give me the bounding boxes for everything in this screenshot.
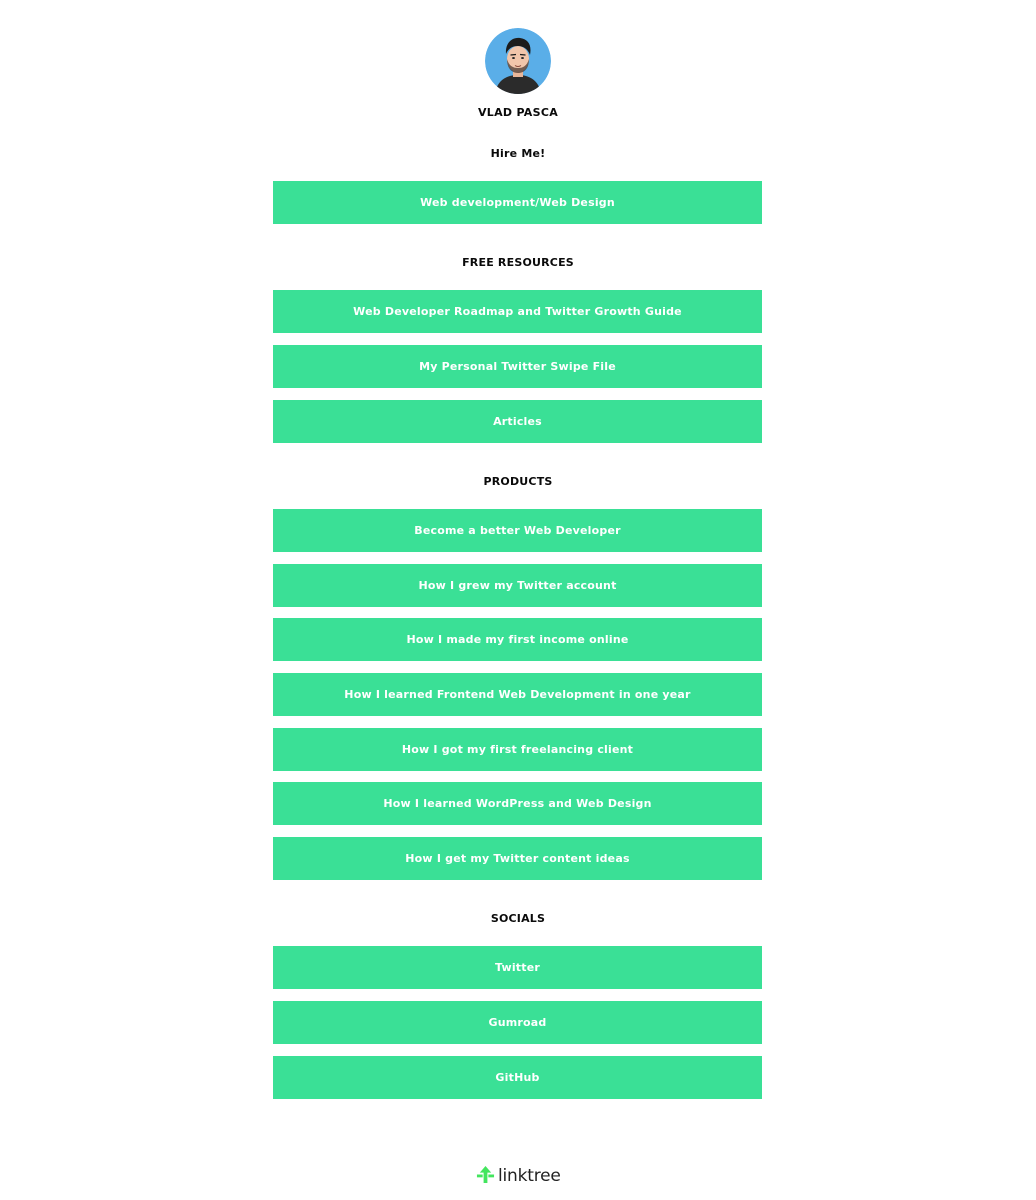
link-button-github[interactable]: GitHub [273, 1056, 762, 1099]
section-header-socials: SOCIALS [490, 912, 546, 925]
link-button-web-development[interactable]: Web development/Web Design [273, 181, 762, 224]
link-button-twitter-swipe-file[interactable]: My Personal Twitter Swipe File [273, 345, 762, 388]
link-button-content-ideas[interactable]: How I get my Twitter content ideas [273, 837, 762, 880]
link-button-learned-wordpress[interactable]: How I learned WordPress and Web Design [273, 782, 762, 825]
avatar [485, 28, 551, 94]
link-button-articles[interactable]: Articles [273, 400, 762, 443]
linktree-logo-text: linktree [498, 1166, 561, 1186]
profile-name: VLAD PASCA [477, 106, 559, 119]
link-button-roadmap-guide[interactable]: Web Developer Roadmap and Twitter Growth Guide [273, 290, 762, 333]
link-button-first-client[interactable]: How I got my first freelancing client [273, 728, 762, 771]
linktree-icon [476, 1165, 495, 1188]
linktree-logo[interactable] [476, 1164, 561, 1188]
section-header-products: PRODUCTS [483, 475, 553, 488]
link-button-twitter[interactable]: Twitter [273, 946, 762, 989]
link-button-learned-frontend[interactable]: How I learned Frontend Web Development in one year [273, 673, 762, 716]
section-header-free-resources: FREE RESOURCES [462, 256, 574, 269]
avatar-illustration [485, 28, 551, 94]
link-button-first-income[interactable]: How I made my first income online [273, 618, 762, 661]
link-button-grew-twitter[interactable]: How I grew my Twitter account [273, 564, 762, 607]
link-button-gumroad[interactable]: Gumroad [273, 1001, 762, 1044]
link-button-better-web-developer[interactable]: Become a better Web Developer [273, 509, 762, 552]
section-header-hire-me: Hire Me! [490, 147, 546, 160]
